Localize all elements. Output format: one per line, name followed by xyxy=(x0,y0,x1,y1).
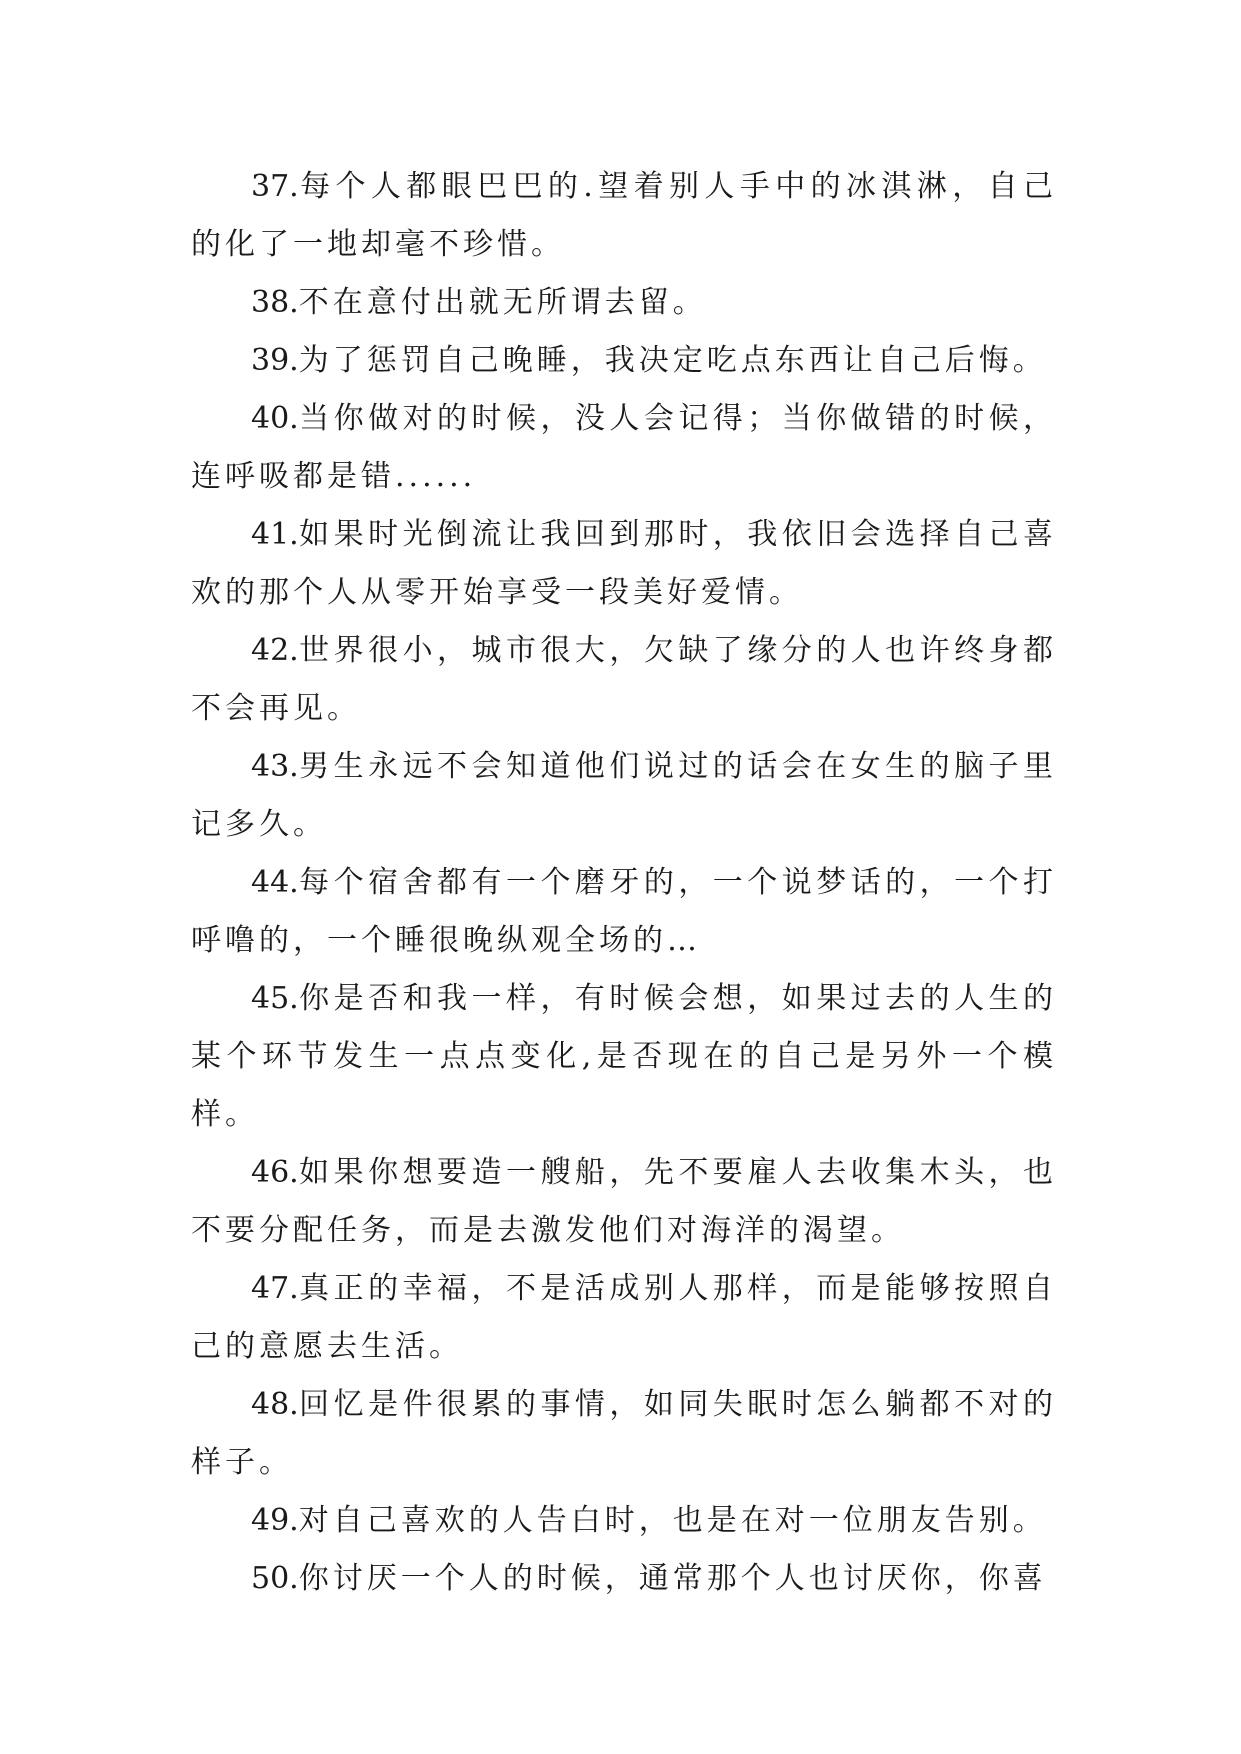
item-text: 不在意付出就无所谓去留。 xyxy=(298,285,707,320)
item-text: 为了惩罚自己晚睡，我决定吃点东西让自己后悔。 xyxy=(298,343,1047,378)
paragraph-45 xyxy=(191,970,1057,1144)
paragraph-48 xyxy=(191,1376,1057,1492)
paragraph-41 xyxy=(191,506,1057,622)
paragraph-49 xyxy=(191,1492,1057,1550)
item-number: 38. xyxy=(251,285,299,320)
item-text: 当你做对的时候，没人会记得；当你做错的时候，连呼吸都是错...... xyxy=(191,401,1057,494)
paragraph-42 xyxy=(191,622,1057,738)
item-text: 如果时光倒流让我回到那时，我依旧会选择自己喜欢的那个人从零开始享受一段美好爱情。 xyxy=(191,517,1057,610)
paragraph-37 xyxy=(191,158,1057,274)
item-text: 你是否和我一样，有时候会想，如果过去的人生的某个环节发生一点点变化,是否现在的自己是另外一个模样。 xyxy=(191,981,1057,1132)
item-number: 37. xyxy=(251,169,299,204)
item-number: 49. xyxy=(251,1503,299,1538)
item-number: 47. xyxy=(251,1271,299,1306)
item-number: 39. xyxy=(251,343,299,378)
item-number: 48. xyxy=(251,1387,299,1422)
paragraph-39 xyxy=(191,332,1057,390)
item-text: 男生永远不会知道他们说过的话会在女生的脑子里记多久。 xyxy=(191,749,1057,842)
paragraph-50 xyxy=(191,1550,1057,1608)
paragraph-44 xyxy=(191,854,1057,970)
paragraph-46 xyxy=(191,1144,1057,1260)
item-text: 如果你想要造一艘船，先不要雇人去收集木头，也不要分配任务，而是去激发他们对海洋的渴望。 xyxy=(191,1155,1057,1248)
item-number: 40. xyxy=(251,401,299,436)
document-body xyxy=(191,158,1057,1608)
item-number: 46. xyxy=(251,1155,299,1190)
item-number: 50. xyxy=(251,1561,299,1596)
item-text: 对自己喜欢的人告白时，也是在对一位朋友告别。 xyxy=(298,1503,1047,1538)
item-number: 43. xyxy=(251,749,299,784)
item-text: 你讨厌一个人的时候，通常那个人也讨厌你，你喜 xyxy=(298,1561,1047,1596)
paragraph-47 xyxy=(191,1260,1057,1376)
paragraph-38 xyxy=(191,274,1057,332)
item-text: 真正的幸福，不是活成别人那样，而是能够按照自己的意愿去生活。 xyxy=(191,1271,1057,1364)
item-text: 每个人都眼巴巴的.望着别人手中的冰淇淋，自己的化了一地却毫不珍惜。 xyxy=(191,169,1057,262)
item-text: 每个宿舍都有一个磨牙的，一个说梦话的，一个打呼噜的，一个睡很晚纵观全场的… xyxy=(191,865,1057,958)
item-number: 41. xyxy=(251,517,299,552)
item-number: 42. xyxy=(251,633,299,668)
item-text: 回忆是件很累的事情，如同失眠时怎么躺都不对的样子。 xyxy=(191,1387,1057,1480)
item-number: 45. xyxy=(251,981,299,1016)
paragraph-43 xyxy=(191,738,1057,854)
item-text: 世界很小，城市很大，欠缺了缘分的人也许终身都不会再见。 xyxy=(191,633,1057,726)
item-number: 44. xyxy=(251,865,299,900)
paragraph-40 xyxy=(191,390,1057,506)
